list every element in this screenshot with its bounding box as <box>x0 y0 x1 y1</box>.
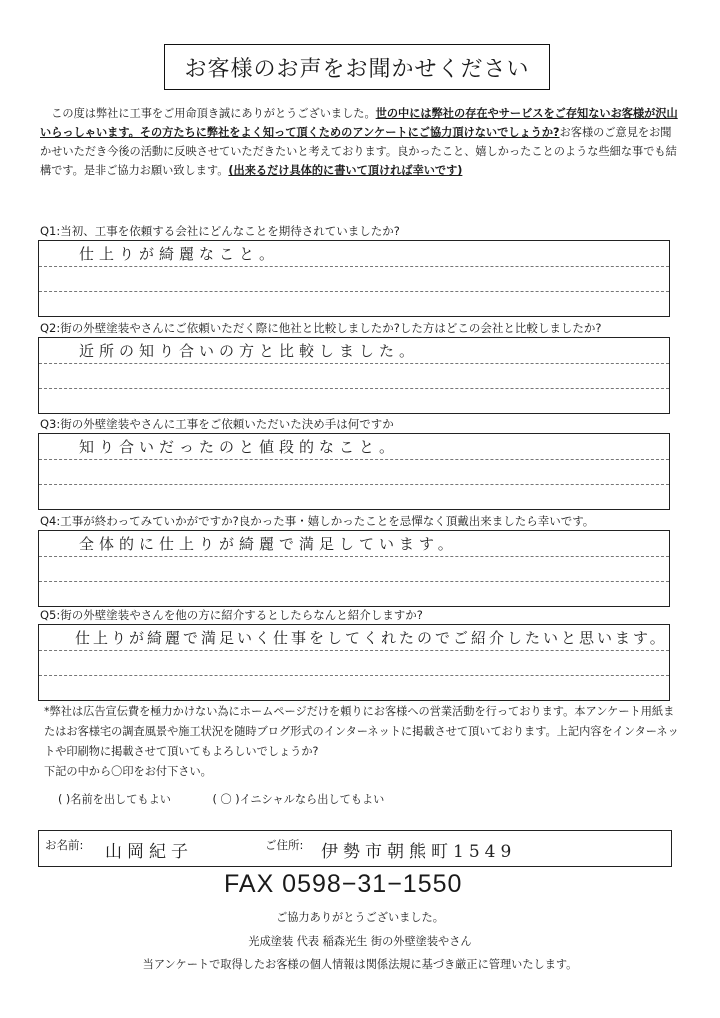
name-label: お名前: <box>45 838 84 852</box>
question-1-label: Q1:当初、工事を依頼する会社にどんなことを期待されていましたか? <box>40 224 400 238</box>
dashed-line <box>39 650 669 651</box>
intro-text-4: (出来るだけ具体的に書いて頂ければ幸いです) <box>228 164 463 177</box>
intro-text-2: 世の中には弊社の存在やサービスをご存知ないお客様が沢山いらっしゃいます。その方たちに弊社をよく知って頂くためのアンケートにご協力頂けないでしょうか? <box>40 107 678 139</box>
question-4-answer-box[interactable] <box>38 530 670 607</box>
dashed-line <box>39 484 669 485</box>
name-value[interactable]: 山岡紀子 <box>105 842 193 862</box>
dashed-line <box>39 291 669 292</box>
publication-note <box>44 702 684 782</box>
question-3-answer-box[interactable] <box>38 433 670 510</box>
question-4-label: Q4:工事が終わってみていかがですか?良かった事・嬉しかったことを忌憚なく頂戴出来ましたら幸いです。 <box>40 514 595 528</box>
intro-text-1: この度は弊社に工事をご用命頂き誠にありがとうございました。 <box>51 107 376 120</box>
question-2-label: Q2:街の外壁塗装やさんにご依頼いただく際に他社と比較しましたか?した方はどこの会社と比較しましたか? <box>40 321 602 335</box>
customer-info-box <box>38 830 672 867</box>
question-1-answer-box[interactable] <box>38 240 670 317</box>
choice-initials-ok[interactable]: ( 〇 )イニシャルなら出してもよい <box>212 793 385 806</box>
dashed-line <box>39 388 669 389</box>
dashed-line <box>39 266 669 267</box>
privacy-text: 当アンケートで取得したお客様の個人情報は関係法規に基づき厳正に管理いたします。 <box>142 958 578 971</box>
intro-paragraph <box>40 104 680 180</box>
question-3-answer: 知り合いだったのと値段的なこと。 <box>79 438 400 456</box>
page-title <box>164 44 550 90</box>
publication-note-text: *弊社は広告宣伝費を極力かけない為にホームページだけを頼りにお客様への営業活動を行っております。本アンケート用紙またはお客様宅の調査風景や施工状況を随時ブログ形式のインターネットに掲載させて頂いております。上記内容をインターネットや印刷物に掲載させて頂いてもよろしいでしょうか? <box>44 705 679 758</box>
choice-name-ok[interactable]: ( )名前を出してもよい <box>58 793 171 806</box>
question-5-label: Q5:街の外壁塗装やさんを他の方に紹介するとしたらなんと紹介しますか? <box>40 608 423 622</box>
dashed-line <box>39 581 669 582</box>
fax-number: FAX 0598−31−1550 <box>224 870 463 898</box>
question-2-answer-box[interactable] <box>38 337 670 414</box>
question-1-answer: 仕上りが綺麗なこと。 <box>79 245 280 263</box>
company-text: 光成塗装 代表 稲森光生 街の外壁塗装やさん <box>248 935 472 948</box>
thanks-text: ご協力ありがとうございました。 <box>276 911 444 924</box>
question-5-answer: 仕上りが綺麗で満足いく仕事をしてくれたのでご紹介したいと思います。 <box>75 629 668 647</box>
dashed-line <box>39 556 669 557</box>
publication-choices <box>58 791 422 807</box>
address-label: ご住所: <box>265 838 304 852</box>
dashed-line <box>39 459 669 460</box>
question-3-label: Q3:街の外壁塗装やさんに工事をご依頼いただいた決め手は何ですか <box>40 417 394 431</box>
question-2-answer: 近所の知り合いの方と比較しました。 <box>79 342 420 360</box>
dashed-line <box>39 675 669 676</box>
address-value[interactable]: 伊勢市朝熊町1549 <box>321 842 517 862</box>
question-4-answer: 全体的に仕上りが綺麗で満足しています。 <box>79 535 458 553</box>
dashed-line <box>39 363 669 364</box>
page-title-text: お客様のお声をお聞かせください <box>184 56 530 82</box>
instruction-text: 下記の中から〇印をお付下さい。 <box>44 765 212 778</box>
question-5-answer-box[interactable] <box>38 624 670 701</box>
intro-text-3: お客様のご意見をお聞かせいただき今後の活動に反映させていただきたいと考えております。良かったこと、嬉しかったことのような些細な事でも結構です。是非ご協力お願い致します。 <box>40 126 677 177</box>
